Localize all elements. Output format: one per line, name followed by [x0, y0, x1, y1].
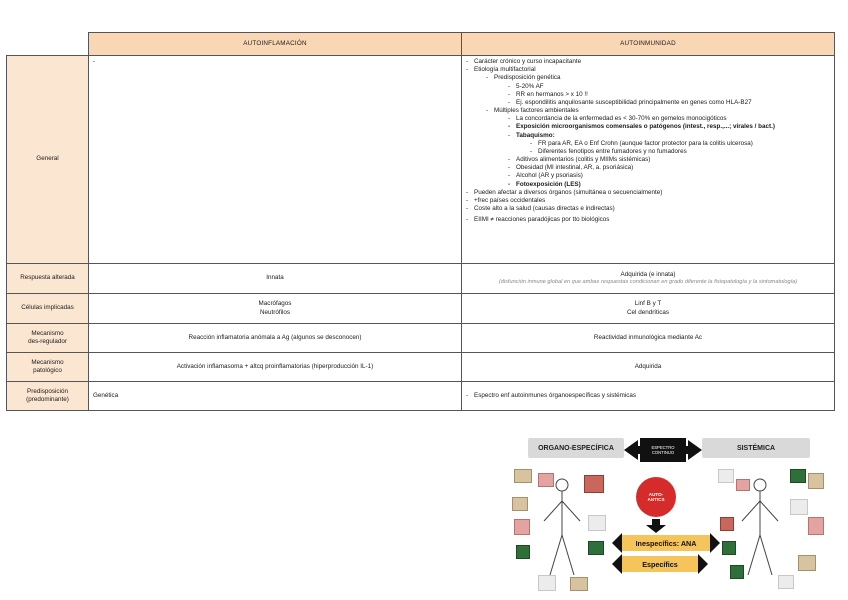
body-figure-right-icon: [742, 479, 778, 575]
mecanismo-pat-autoinflamacion: Activación inflamasoma + altcq proinflamatorias (hiperproducción IL-1): [89, 353, 462, 382]
row-predisposicion: [7, 382, 835, 411]
nerve-thumb: [538, 575, 556, 591]
list-item: - Obesidad (MI intestinal, AR, a. psoriásica): [508, 164, 830, 172]
row-label-mecanismo-pat: Mecanismo patológico: [7, 353, 89, 382]
sys-thumb-10: [798, 555, 816, 571]
liver-thumb: [512, 497, 528, 511]
kidney-thumb: [588, 541, 604, 555]
predisposicion-autoinmunidad: [462, 382, 835, 411]
joint-thumb: [588, 515, 606, 531]
list-item: - 5-20% AF: [508, 83, 830, 91]
list-item: - La concordancia de la enfermedad es < 30-70% en gemelos monocigóticos: [508, 115, 830, 123]
thyroid-thumb: [514, 469, 532, 483]
heart-thumb: [584, 475, 604, 493]
especificos-box: Específics: [622, 556, 698, 572]
list-item: - Coste alto a la salud (causas directas e indirectas): [466, 205, 830, 213]
body-figure-left-icon: [544, 479, 580, 575]
list-item: - Aditivos alimentarios (colitis y MIIMs sistémicas): [508, 156, 830, 164]
mecanismo-pat-autoinmunidad: Adquirida: [462, 353, 835, 382]
row-label-predisposicion: Predisposición (predominante): [7, 382, 89, 411]
celulas-autoinmunidad: Linf B y T Cel dendríticas: [462, 294, 835, 324]
autoimmunity-spectrum-diagram: [508, 435, 830, 593]
list-item: - RR en hermanos > x 10 !!: [508, 91, 830, 99]
espectro-continuo-box: ESPECTRO CONTINUO: [640, 438, 686, 462]
row-label-general: General: [7, 56, 89, 264]
sys-thumb-2: [736, 479, 750, 491]
sys-thumb-1: [718, 469, 734, 483]
celulas-autoinflamacion: Macrófagos Neutrófilos: [89, 294, 462, 324]
list-item: - Fotoexposición (LES): [508, 181, 830, 189]
list-item: - Espectro enf autoinmunes órganoespecíficas y sistémicas: [466, 392, 830, 400]
row-mecanismo-des: [7, 324, 835, 353]
mecanismo-des-autoinmunidad: Reactividad inmunológica mediante Ac: [462, 324, 835, 353]
autoanticuerpos-circle: AUTO- ANTICS: [636, 477, 676, 517]
skin-thumb: [538, 473, 554, 487]
inespecificos-ana-box: Inespecífics: ANA: [622, 535, 710, 551]
sistemica-label: SISTÉMICA: [702, 438, 810, 458]
row-label-respuesta: Respuesta alterada: [7, 264, 89, 294]
sys-thumb-3: [790, 469, 806, 483]
respuesta-autoinflamacion: Innata: [89, 264, 462, 294]
header-corner: [7, 33, 89, 56]
list-item: - Tabaquismo: - FR para AR, EA o Enf Crohn (aunque factor protector para la colitis ulcerosa) - Diferentes fenotipos entre fumadores y no fumadores: [508, 132, 830, 157]
respuesta-subnote: (disfunción inmune global en que ambas respuestas condicionan en grado diferente la fisiopatología y la sintomatología): [498, 278, 798, 285]
sys-thumb-9: [730, 565, 744, 579]
down-arrow-icon: [646, 519, 666, 533]
sys-thumb-11: [778, 575, 794, 589]
header-autoinflamacion: AUTOINFLAMACIÓN: [89, 33, 462, 56]
sys-thumb-8: [722, 541, 736, 555]
general-list: [466, 58, 830, 224]
header-row: [7, 33, 835, 56]
list-item: - Diferentes fenotipos entre fumadores y no fumadores: [530, 148, 830, 156]
list-item: - EIIMI ≠ reacciones paradójicas por tto biológicos: [466, 216, 830, 224]
row-general: [7, 56, 835, 264]
sys-thumb-5: [720, 517, 734, 531]
ana-arrow-left-icon: [612, 533, 622, 553]
sys-thumb-7: [808, 517, 824, 535]
row-label-celulas: Células implicadas: [7, 294, 89, 324]
list-item: - FR para AR, EA o Enf Crohn (aunque factor protector para la colitis ulcerosa): [530, 140, 830, 148]
header-autoinmunidad: AUTOINMUNIDAD: [462, 33, 835, 56]
stomach-thumb: [514, 519, 530, 535]
list-item: - Múltiples factores ambientales - La concordancia de la enfermedad es < 30-70% en gemelos monocigóticos - Exposición microorganismos comensales o patógenos (intest., resp.,...; virales / bact.) - Tabaquismo: - FR para AR, EA o Enf Crohn (aunque factor protector para la colitis ulcerosa) - Diferentes fenotipos entre fumadores y no fumadores - Aditivos alimentarios (colitis y MIIMs sistémicas) - Obesidad (MI intestinal, AR, a. psoriásica) - Alcohol (AR y psoriasis) - Fotoexposición (LES): [486, 107, 830, 189]
mecanismo-des-autoinflamacion: Reacción inflamatoria anómala a Ag (algunos se desconocen): [89, 324, 462, 353]
sys-thumb-4: [808, 473, 824, 489]
sys-thumb-6: [790, 499, 808, 515]
ana-arrow-right-icon: [710, 533, 720, 553]
respuesta-autoinmunidad: Adquirida (e innata) (disfunción inmune global en que ambas respuestas condicionan en grado diferente la fisiopatología y la sintomatología): [462, 264, 835, 294]
list-item: - Exposición microorganismos comensales o patógenos (intest., resp.,...; virales / bact.): [508, 123, 830, 131]
blood-thumb: [516, 545, 530, 559]
row-label-mecanismo-des: Mecanismo des-regulador: [7, 324, 89, 353]
pancreas-thumb: [570, 577, 588, 591]
espec-arrow-right-icon: [698, 554, 708, 574]
row-celulas: [7, 294, 835, 324]
comparison-table: [6, 32, 835, 411]
row-respuesta: [7, 264, 835, 294]
espec-arrow-left-icon: [612, 554, 622, 574]
row-mecanismo-pat: [7, 353, 835, 382]
general-autoinflamacion: -: [89, 56, 462, 264]
organo-especifica-label: ORGANO-ESPECÍFICA: [528, 438, 624, 458]
list-item: - Carácter crónico y curso incapacitante: [466, 58, 830, 66]
list-item: - Etiología multifactorial - Predisposición genética - 5-20% AF - RR en hermanos > x 10 !! - Ej. espondilitis anquilosante susceptibilidad principalmente en genes como HLA-B27 - Múltiples factores ambientales - La concordancia de la enfermedad es < 30-70% en gemelos monocigóticos - Exposición microorganismos comensales o patógenos (intest., resp.,...; virales / bact.) - Tabaquismo: - FR para AR, EA o Enf Crohn (aunque factor protector para la colitis ulcerosa) - Diferentes fenotipos entre fumadores y no fumadores - Aditivos alimentarios (colitis y MIIMs sistémicas) - Obesidad (MI intestinal, AR, a. psoriásica) - Alcohol (AR y psoriasis) - Fotoexposición (LES): [466, 66, 830, 189]
predisposicion-autoinflamacion: Genética: [89, 382, 462, 411]
general-autoinmunidad: [462, 56, 835, 264]
list-item: - Pueden afectar a diversos órganos (simultánea o secuencialmente): [466, 189, 830, 197]
list-item: - Ej. espondilitis anquilosante susceptibilidad principalmente en genes como HLA-B27: [508, 99, 830, 107]
list-item: - Alcohol (AR y psoriasis): [508, 172, 830, 180]
list-item: - Predisposición genética - 5-20% AF - RR en hermanos > x 10 !! - Ej. espondilitis anquilosante susceptibilidad principalmente en genes como HLA-B27: [486, 74, 830, 107]
list-item: - +frec países occidentales: [466, 197, 830, 205]
